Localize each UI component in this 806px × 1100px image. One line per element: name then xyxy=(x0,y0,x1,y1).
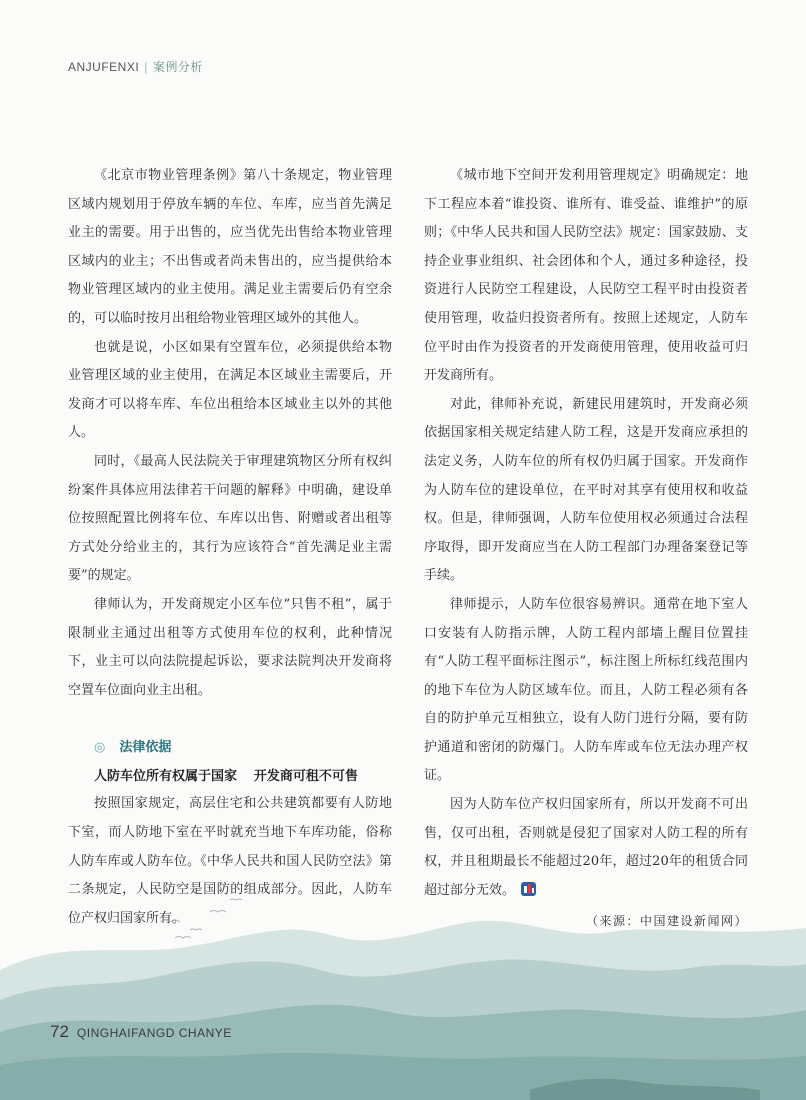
page-number: 72 xyxy=(50,1022,69,1041)
mountain-landscape-illustration xyxy=(0,860,806,1100)
spacer xyxy=(68,705,392,733)
paragraph: 按照国家规定，高层住宅和公共建筑都要有人防地下室，而人防地下室在平时就充当地下车库功能，俗称人防车库或人防车位。《中华人民共和国人民防空法》第二条规定，人民防空是国防的组成部分。因此，人防车位产权归国家所有。 xyxy=(68,796,392,926)
magazine-title: ANJUFENXI xyxy=(68,60,140,74)
paragraph: 律师认为，开发商规定小区车位“只售不租”，属于限制业主通过出租等方式使用车位的权利，此种情况下，业主可以向法院提起诉讼，要求法院判决开发商将空置车位面向业主出租。 xyxy=(68,596,392,698)
paragraph: 《城市地下空间开发利用管理规定》明确规定：地下工程应本着“谁投资、谁所有、谁受益、谁维护”的原则；《中华人民共和国人民防空法》规定：国家鼓励、支持企业事业组织、社会团体和个人，通过多种途径，投资进行人民防空工程建设，人民防空工程平时由投资者使用管理，收益归投资者所有。按照上述规定，人防车位平时由作为投资者的开发商使用管理，使用收益可归开发商所有。 xyxy=(424,168,748,384)
paragraph-last-text: 因为人防车位产权归国家所有，所以开发商不可出售，仅可出租，否则就是侵犯了国家对人防工程的所有权，并且租期最长不能超过20年，超过20年的租赁合同超过部分无效。 xyxy=(424,797,748,898)
paragraph: 《北京市物业管理条例》第八十条规定，物业管理区域内规划用于停放车辆的车位、车库，应当首先满足业主的需要。用于出售的，应当优先出售给本物业管理区域内的业主；不出售或者尚未售出的，应当提供给本物业管理区域内的业主使用。满足业主需要后仍有空余的，可以临时按月出租给物业管理区域外的其他人。 xyxy=(68,168,392,326)
footer-magazine-name: QINGHAIFANGD CHANYE xyxy=(76,1026,232,1040)
page-header xyxy=(68,58,203,75)
paragraph: 同时，《最高人民法院关于审理建筑物区分所有权纠纷案件具体应用法律若干问题的解释》中明确，建设单位按照配置比例将车位、车库以出售、附赠或者出租等方式处分给业主的，其行为应该符合“首先满足业主需要”的规定。 xyxy=(68,453,392,584)
paragraph: 对此，律师补充说，新建民用建筑时，开发商必须依据国家相关规定结建人防工程，这是开发商应承担的法定义务，人防车位的所有权仍归属于国家。开发商作为人防车位的建设单位，在平时对其享有使用权和收益权。但是，律师强调，人防车位使用权必须通过合法程序取得，即开发商应当在人防工程部门办理备案登记等手续。 xyxy=(424,396,748,584)
right-column xyxy=(424,162,748,936)
legal-basis-heading xyxy=(94,733,392,762)
page-footer xyxy=(50,1022,232,1042)
paragraph: 律师提示，人防车位很容易辨识。通常在地下室人口安装有人防指示牌，人防工程内部墙上醒目位置挂有“人防工程平面标注图示”，标注图上所标红线范围内的地下车位为人防区域车位。而且，人防工程必须有各自的防护单元互相独立，设有人防门进行分隔，要有防护通道和密闭的防爆门。人防车库或车位无法办理产权证。 xyxy=(424,596,748,784)
subtitle-part-b: 开发商可租不可售 xyxy=(253,767,358,783)
left-column xyxy=(68,162,392,933)
flying-birds-icon xyxy=(160,899,242,938)
header-separator: | xyxy=(144,60,148,74)
subtitle-part-a: 人防车位所有权属于国家 xyxy=(94,767,238,783)
source-credit: （来源：中国建设新闻网） xyxy=(585,914,748,929)
legal-basis-label: 法律依据 xyxy=(119,739,172,755)
circle-bullet-icon: ◎ xyxy=(94,739,106,755)
paragraph: 也就是说，小区如果有空置车位，必须提供给本物业管理区域的业主使用，在满足本区域业主需要后，开发商才可以将车库、车位出租给本区域业主以外的其他人。 xyxy=(68,339,392,441)
section-title: 案例分析 xyxy=(152,60,203,74)
legal-subtitle xyxy=(94,762,392,791)
